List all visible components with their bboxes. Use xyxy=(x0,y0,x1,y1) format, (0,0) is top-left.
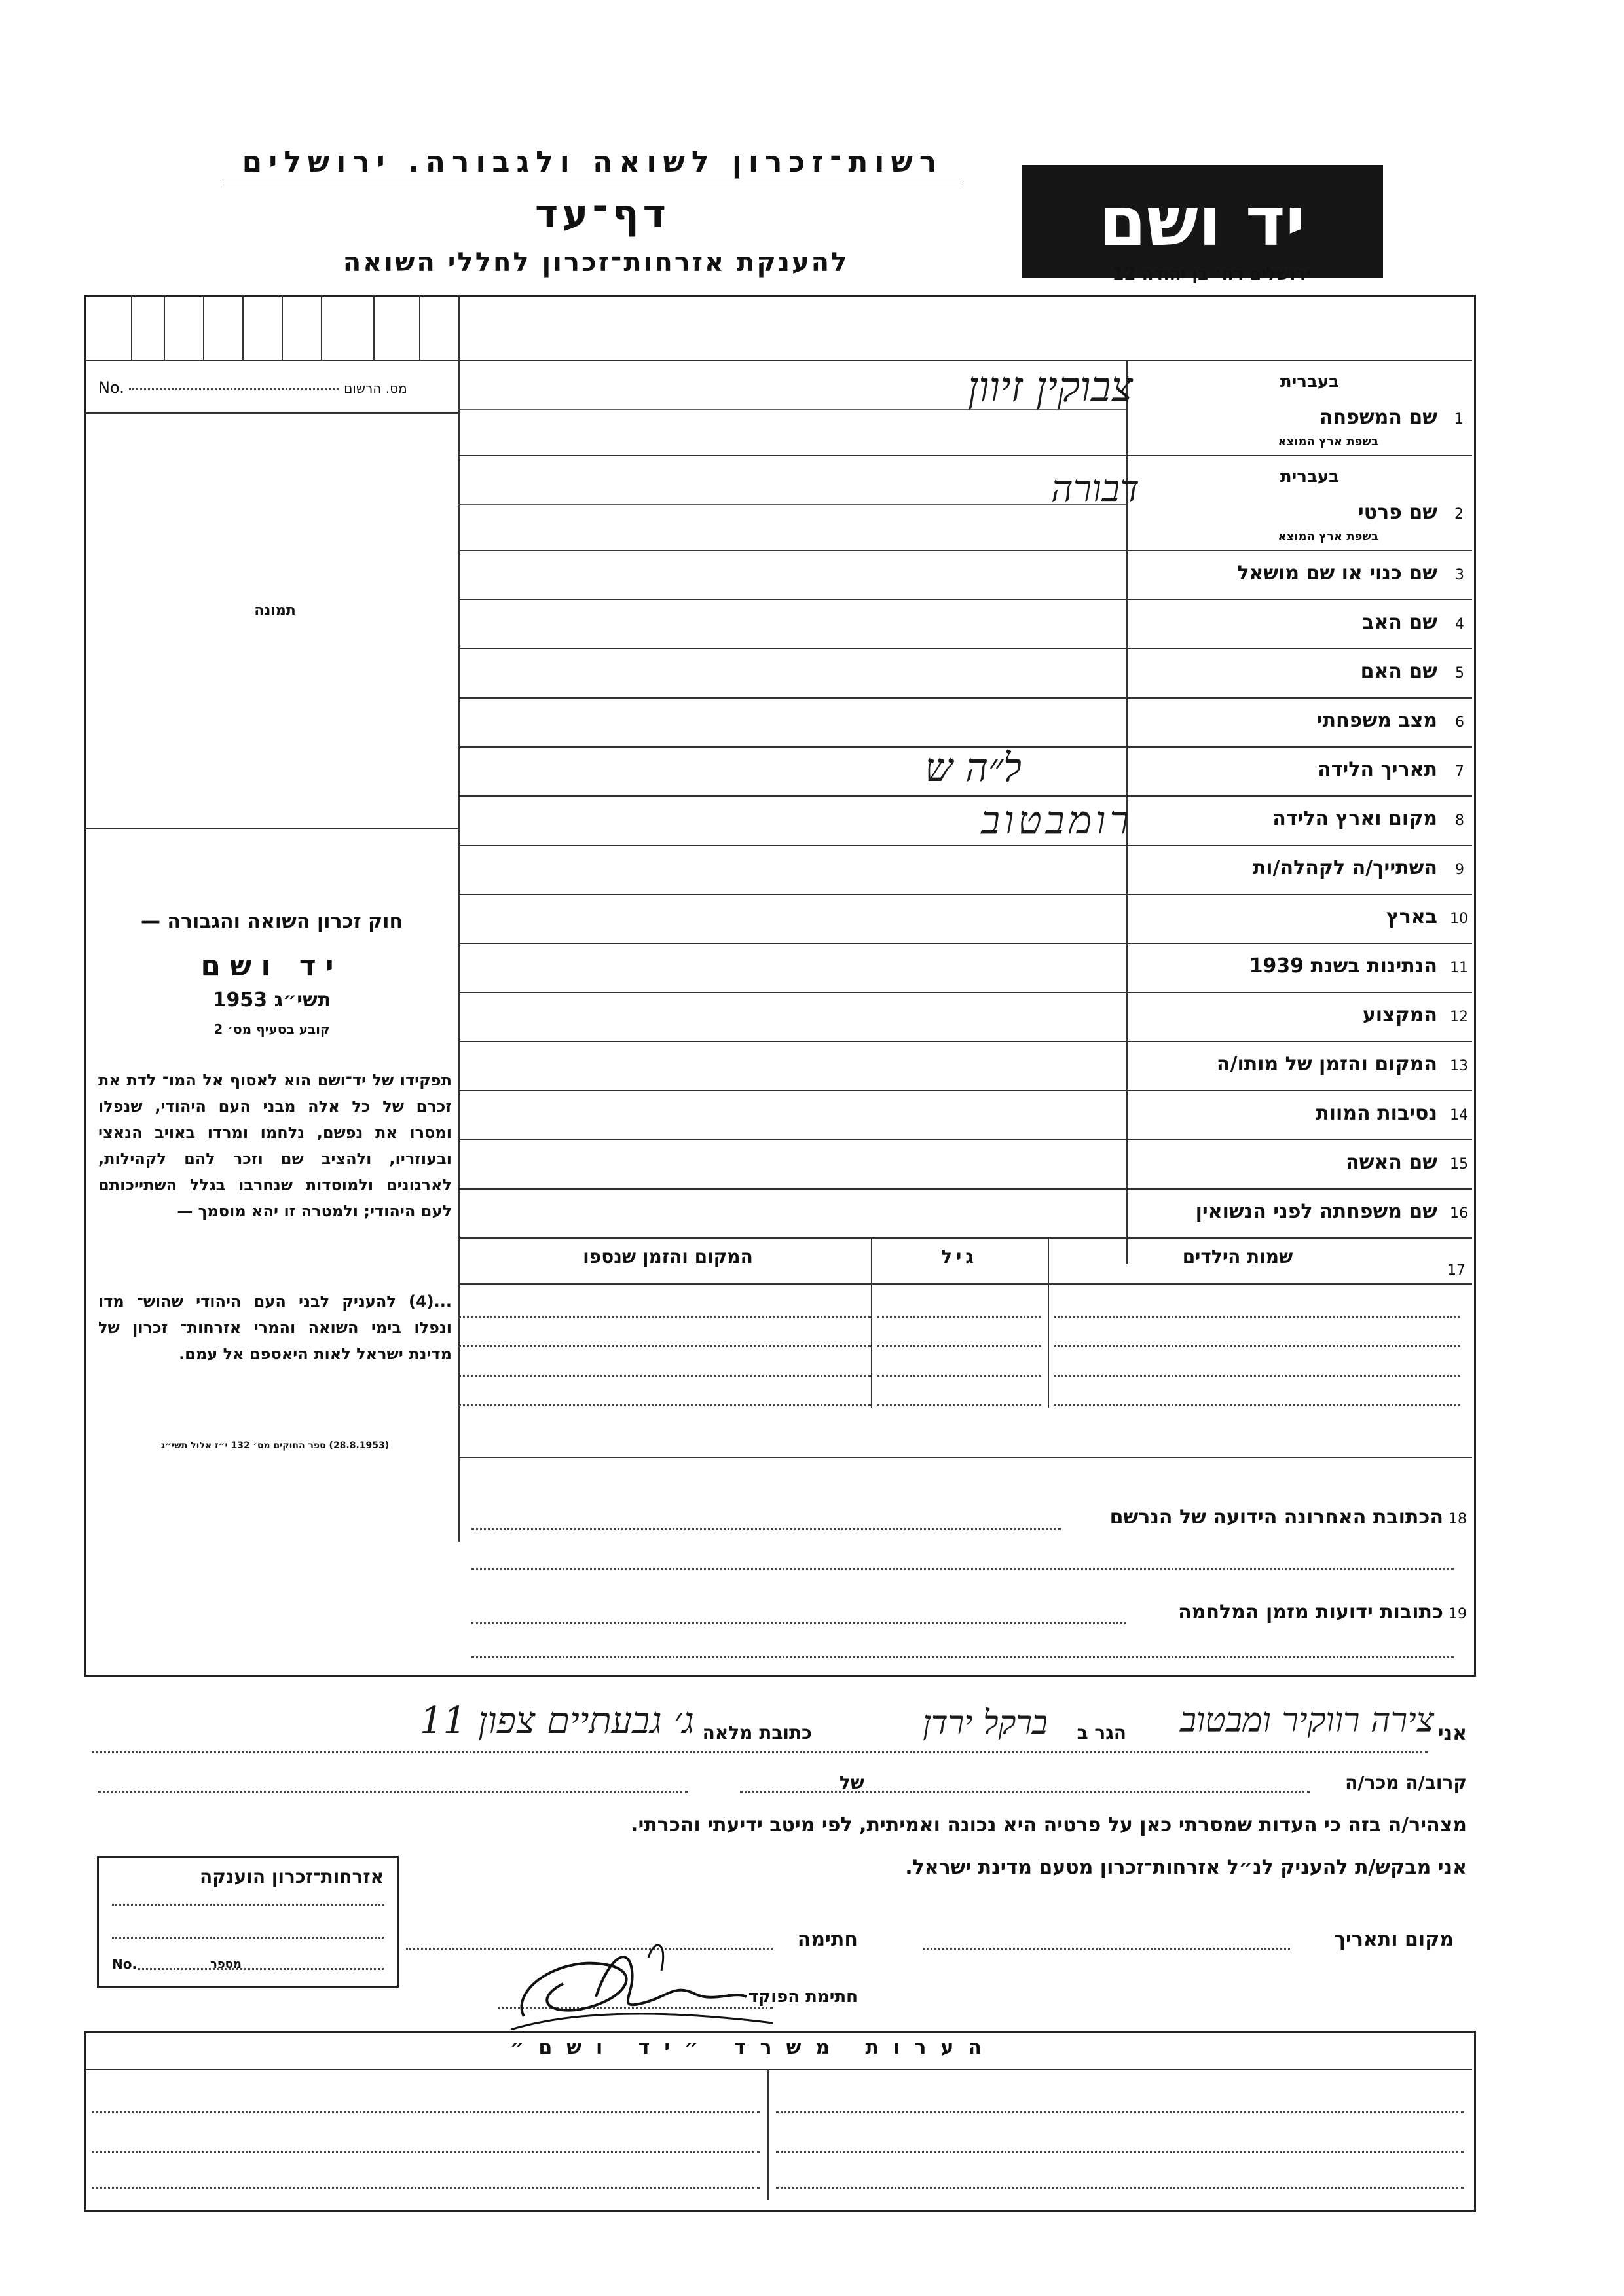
signature-label: חתימה xyxy=(797,1928,858,1951)
children-col-place: המקום והזמן שנספו xyxy=(583,1246,753,1267)
law-clause: קובע בסעיף מס׳ 2 xyxy=(213,1021,330,1037)
field-6-number: 6 xyxy=(1455,714,1464,731)
law-year: תשי״ג 1953 xyxy=(212,989,331,1011)
field-8-number: 8 xyxy=(1455,812,1464,829)
office-notes-title: הערות משרד ״יד ושם״ xyxy=(510,2036,996,2059)
field-2-hebrew-sub: בעברית xyxy=(1280,467,1339,486)
field-11-number: 11 xyxy=(1450,960,1468,976)
relative-label: קרוב/ה מכר/ה xyxy=(1345,1772,1467,1793)
law-heading: חוק זכרון השואה והגבורה — xyxy=(140,910,403,933)
field-3-number: 3 xyxy=(1455,567,1464,583)
citizenship-box-title: אזרחות־זכרון הוענקה xyxy=(200,1866,384,1887)
field-7-number: 7 xyxy=(1455,763,1464,780)
field-3-label: שם כנוי או שם מושאל xyxy=(1237,562,1437,585)
children-col-names: שמות הילדים xyxy=(1182,1246,1293,1267)
address-line: ירושלים רח׳ בן יהודה 12 xyxy=(1112,264,1311,284)
field-7-value: ל״ה ש xyxy=(925,745,1022,791)
declarant-name: צירה רווקיר ומבטוב xyxy=(1179,1701,1434,1740)
law-footnote: (28.8.1953) ספר החוקים מס׳ 132 י״ז אלול תשי״ג xyxy=(160,1440,390,1451)
law-paragraph-1: תפקידו של יד־ושם הוא לאסוף אל המו־ לדת את זכרם של כל אלה מבני העם היהודי, שנפלו ומסרו את נפשם, נלחמו ומרדו באויב הנאצי ובעוזריו, ולהציב שם וזכר להם לקהילות, לארגונים ולמוסדות שנחרבו בגלל השתייכותם לעם היהודי; ולמטרה זו יהא מוסמך — xyxy=(98,1071,452,1220)
no-label: No. xyxy=(98,378,124,397)
field-5-number: 5 xyxy=(1455,665,1464,682)
declaration-request: אני מבקש/ת להעניק לנ״ל אזרחות־זכרון מטעם מדינת ישראל. xyxy=(905,1856,1467,1879)
registration-number xyxy=(98,378,452,397)
law-name: יד ושם xyxy=(200,949,343,983)
resides-label: הגר ב xyxy=(1077,1722,1126,1743)
field-1-number: 1 xyxy=(1454,411,1464,428)
field-2 xyxy=(1130,462,1470,547)
declaration-line-relative xyxy=(92,1768,1467,1800)
officer-signature-label: חתימת הפוקד xyxy=(748,1987,858,2007)
citizenship-box-number: מספר xyxy=(210,1958,242,1971)
field-14-number: 14 xyxy=(1450,1107,1468,1123)
yad-vashem-logo: יד ושם xyxy=(1022,165,1383,278)
field-10-number: 10 xyxy=(1450,911,1468,927)
field-2-label: שם פרטי xyxy=(1357,501,1437,524)
of-label: של xyxy=(839,1772,864,1793)
field-8-value: רומבטוב xyxy=(981,797,1133,843)
law-paragraph-2: ...(4) להעניק לבני העם היהודי שהוש־ מדו ונפלו בימי השואה והמרי אזרחות־ זכרון של מדינת ישראל לאות היאספם אל עמם. xyxy=(98,1292,452,1363)
officer-signature xyxy=(498,1931,838,2043)
field-2-value: דבורה xyxy=(1050,466,1139,511)
declaration-line-ani xyxy=(92,1700,1467,1755)
declarant-city: ברקל ירדן xyxy=(923,1704,1048,1741)
field-9-number: 9 xyxy=(1455,862,1464,878)
field-1-origin-sub: בשפת ארץ המוצא xyxy=(1278,435,1378,448)
field-15-number: 15 xyxy=(1450,1156,1468,1173)
field-14-label: נסיבות המוות xyxy=(1316,1102,1437,1125)
field-11-label: הנתינות בשנת 1939 xyxy=(1249,955,1437,977)
children-col-age: גיל xyxy=(941,1246,978,1267)
ani-label: אני xyxy=(1437,1722,1467,1745)
field-1 xyxy=(1130,367,1470,452)
office-notes-frame xyxy=(84,2031,1476,2212)
field-17-number: 17 xyxy=(1447,1262,1466,1279)
field-4-number: 4 xyxy=(1455,616,1464,632)
citizenship-box-no: No. xyxy=(112,1956,138,1972)
field-6-label: מצב משפחתי xyxy=(1316,709,1437,732)
field-4-label: שם האב xyxy=(1362,611,1437,634)
field-1-value: צבוקין זיוון xyxy=(967,363,1133,412)
authority-line: רשות־זכרון לשואה ולגבורה. ירושלים xyxy=(223,145,963,185)
field-12-label: המקצוע xyxy=(1362,1004,1437,1027)
full-address-label: כתובת מלאה xyxy=(702,1722,812,1743)
field-10-label: בארץ xyxy=(1386,905,1437,928)
declaration-statement: מצהיר/ה בזה כי העדות שמסרתי כאן על פרטיה היא נכונה ואמיתית, לפי מיטב ידיעתי והכרתי. xyxy=(631,1813,1467,1836)
field-13-number: 13 xyxy=(1450,1058,1468,1074)
field-12-number: 12 xyxy=(1450,1009,1468,1025)
field-7-label: תאריך הלידה xyxy=(1318,758,1437,781)
form-subtitle: להענקת אזרחות־זכרון לחללי השואה xyxy=(342,247,849,278)
field-13-label: המקום והזמן של מותו/ה xyxy=(1216,1053,1437,1076)
place-date-label: מקום ותאריך xyxy=(1334,1928,1454,1951)
reg-label: מס. הרשום xyxy=(344,380,407,396)
field-15-label: שם האשה xyxy=(1346,1151,1437,1174)
field-2-origin-sub: בשפת ארץ המוצא xyxy=(1278,530,1378,543)
form-title: דף־עד xyxy=(535,191,670,237)
field-2-number: 2 xyxy=(1454,506,1464,522)
field-1-hebrew-sub: בעברית xyxy=(1280,372,1339,392)
citizenship-granted-box xyxy=(97,1856,399,1988)
field-1-label: שם המשפחה xyxy=(1319,406,1437,429)
field-9-label: השתייך/ה לקהלה/ות xyxy=(1252,856,1437,879)
field-16-label: שם משפחתה לפני הנשואין xyxy=(1195,1200,1437,1223)
field-5-label: שם האם xyxy=(1360,660,1437,683)
declarant-address: ג׳ גבעתיים צפון 11 xyxy=(420,1700,694,1742)
photo-label: תמונה xyxy=(254,602,296,619)
field-19-number: 19 xyxy=(1449,1606,1467,1622)
field-18-label: הכתובת האחרונה הידועה של הנרשם xyxy=(1109,1506,1443,1529)
field-16-number: 16 xyxy=(1450,1205,1468,1222)
field-18-number: 18 xyxy=(1449,1511,1467,1527)
field-8-label: מקום וארץ הלידה xyxy=(1272,807,1437,830)
field-19-label: כתובות ידועות מזמן המלחמה xyxy=(1178,1601,1443,1624)
